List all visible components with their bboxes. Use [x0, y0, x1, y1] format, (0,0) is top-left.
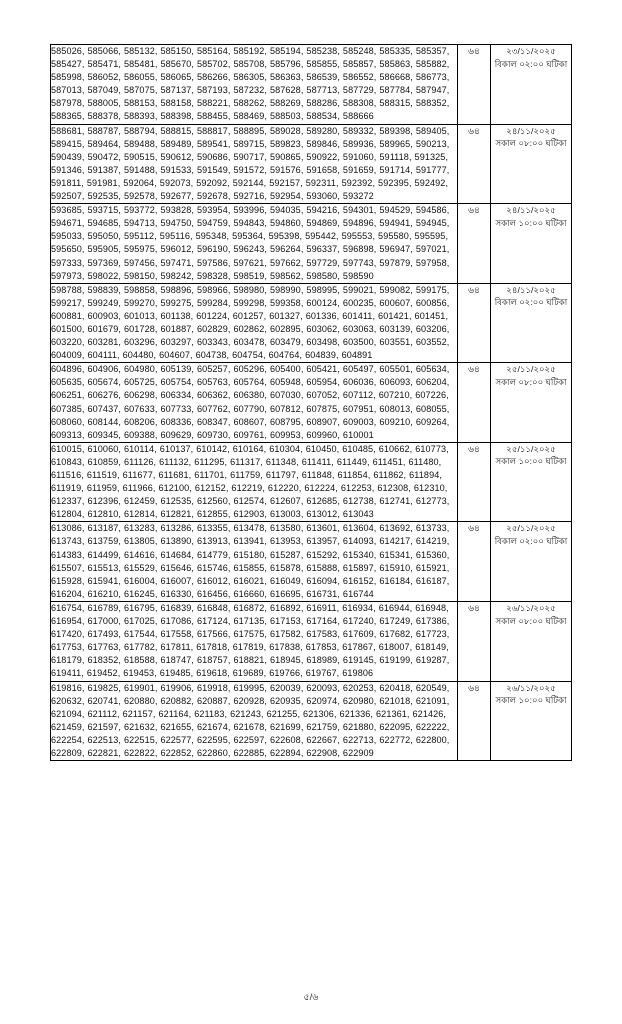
candidate-count-cell: [458, 522, 491, 602]
exam-date-text: ২৫/১১/২০২৫: [506, 443, 556, 454]
exam-date-text: ২৪/১১/২০২৫: [506, 205, 556, 216]
table-row: [51, 522, 572, 602]
exam-datetime-cell: [491, 681, 572, 761]
table-row: [51, 204, 572, 284]
roll-numbers-cell: [51, 522, 458, 602]
roll-numbers-text: 613086, 613187, 613283, 613286, 613355, 613478, 613580, 613601, 613604, 613692, 613733, 613743, 613759, 613805, 613890, 613913, 613941, 613953, 613957, 614093, 614217, 614219, 614383, 614499, 614616, 614684, 614779, 615180, 615287, 615292, 615340, 615341, 615360, 615507, 615513, 615529, 615646, 615746, 615855, 615878, 615888, 615897, 615910, 615921, 615928, 615941, 616004, 616007, 616012, 616021, 616049, 616094, 616152, 616184, 616187, 616204, 616210, 616245, 616330, 616456, 616660, 616695, 616731, 616744: [51, 523, 450, 599]
exam-date-text: ২৩/১১/২০২৫: [506, 46, 556, 56]
exam-time-text: সকাল ১০:০০ ঘটিকা: [495, 695, 567, 706]
exam-time-text: সকাল ০৮:০০ ঘটিকা: [495, 138, 567, 149]
table-row: [51, 363, 572, 443]
exam-time-text: সকাল ০৮:০০ ঘটিকা: [495, 376, 567, 387]
candidate-count-text: ৬৪: [468, 46, 480, 56]
exam-datetime-cell: [491, 124, 572, 204]
exam-datetime-cell: [491, 204, 572, 284]
candidate-count-text: ৬৪: [468, 205, 480, 216]
candidate-count-text: ৬৪: [468, 602, 480, 613]
roll-numbers-cell: [51, 45, 458, 125]
roll-numbers-text: 585026, 585066, 585132, 585150, 585164, 585192, 585194, 585238, 585248, 585335, 585357, 585427, 585471, 585481, 585670, 585702, 585708, 585796, 585855, 585857, 585863, 585882, 585998, 586052, 586055, 586065, 586266, 586305, 586363, 586539, 586552, 586668, 586773, 587013, 587049, 587075, 587137, 587193, 587232, 587628, 587713, 587729, 587784, 587947, 587978, 588005, 588153, 588158, 588221, 588262, 588269, 588286, 588308, 588315, 588352, 588365, 588378, 588393, 588398, 588455, 588469, 588503, 588534, 588666: [51, 46, 450, 122]
roll-numbers-text: 619816, 619825, 619901, 619906, 619918, 619995, 620039, 620093, 620253, 620418, 620549, 620632, 620741, 620880, 620882, 620887, 620928, 620935, 620974, 620980, 621018, 621091, 621094, 621112, 621157, 621164, 621183, 621243, 621255, 621306, 621336, 621361, 621426, 621459, 621597, 621632, 621655, 621674, 621678, 621699, 621759, 621880, 622095, 622222, 622254, 622513, 622515, 622577, 622595, 622597, 622608, 622667, 622713, 622772, 622800, 622809, 622821, 622822, 622852, 622860, 622885, 622894, 622908, 622909: [51, 682, 450, 758]
exam-datetime-cell: [491, 283, 572, 363]
roll-numbers-cell: [51, 124, 458, 204]
candidate-count-text: ৬৪: [468, 682, 480, 693]
table-row: [51, 283, 572, 363]
candidate-count-text: ৬৪: [468, 284, 480, 295]
candidate-count-cell: [458, 283, 491, 363]
page-number-footer: ৫/৬: [303, 992, 319, 1003]
roll-schedule-table: [50, 44, 572, 761]
exam-time-text: বিকাল ০২:০০ ঘটিকা: [494, 58, 568, 69]
exam-time-text: বিকাল ০২:০০ ঘটিকা: [494, 535, 568, 546]
exam-date-text: ২৬/১১/২০২৫: [506, 602, 556, 613]
candidate-count-cell: [458, 363, 491, 443]
exam-date-text: ২৫/১১/২০২৫: [506, 523, 556, 534]
table-row: [51, 45, 572, 125]
candidate-count-cell: [458, 124, 491, 204]
candidate-count-cell: [458, 204, 491, 284]
candidate-count-cell: [458, 681, 491, 761]
roll-numbers-cell: [51, 442, 458, 522]
roll-numbers-text: 604896, 604906, 604980, 605139, 605257, 605296, 605400, 605421, 605497, 605501, 605634, 605635, 605674, 605725, 605754, 605763, 605764, 605948, 605954, 606036, 606093, 606204, 606251, 606276, 606298, 606334, 606362, 606380, 607030, 607052, 607112, 607210, 607226, 607385, 607437, 607633, 607733, 607762, 607790, 607812, 607875, 607951, 608013, 608055, 608060, 608144, 608206, 608336, 608347, 608607, 608795, 608907, 609003, 609210, 609264, 609313, 609345, 609388, 609629, 609730, 609761, 609953, 609960, 610001: [51, 364, 450, 440]
exam-date-text: ২৫/১১/২০২৫: [506, 364, 556, 375]
candidate-count-cell: [458, 442, 491, 522]
table-row: [51, 442, 572, 522]
roll-numbers-cell: [51, 283, 458, 363]
exam-date-text: ২৬/১১/২০২৫: [506, 682, 556, 693]
roll-numbers-text: 616754, 616789, 616795, 616839, 616848, 616872, 616892, 616911, 616934, 616944, 616948, 616954, 617000, 617025, 617086, 617124, 617135, 617153, 617164, 617240, 617249, 617386, 617420, 617493, 617544, 617558, 617566, 617575, 617582, 617583, 617609, 617682, 617723, 617753, 617763, 617782, 617811, 617818, 617819, 617838, 617853, 617867, 618007, 618149, 618179, 618352, 618588, 618747, 618757, 618821, 618945, 618989, 619145, 619199, 619287, 619411, 619452, 619453, 619485, 619618, 619689, 619766, 619767, 619806: [51, 602, 450, 679]
roll-numbers-text: 610015, 610060, 610114, 610137, 610142, 610164, 610304, 610450, 610485, 610662, 610773, 610843, 610859, 611126, 611132, 611295, 611317, 611348, 611411, 611449, 611451, 611480, 611516, 611519, 611677, 611681, 611701, 611759, 611797, 611848, 611854, 611862, 611894, 611919, 611959, 611966, 612100, 612152, 612219, 612220, 612224, 612253, 612308, 612310, 612337, 612396, 612459, 612535, 612560, 612574, 612607, 612685, 612738, 612741, 612773, 612804, 612810, 612814, 612821, 612855, 612903, 613003, 613012, 613043: [51, 443, 450, 520]
roll-numbers-text: 593685, 593715, 593772, 593828, 593954, 593996, 594035, 594216, 594301, 594529, 594586, 594671, 594685, 594713, 594750, 594759, 594843, 594860, 594869, 594896, 594941, 594945, 595033, 595050, 595112, 595116, 595348, 595364, 595398, 595442, 595553, 595580, 595595, 595650, 595905, 595975, 596012, 596190, 596243, 596264, 596337, 596898, 596947, 597021, 597333, 597369, 597456, 597471, 597586, 597621, 597662, 597729, 597743, 597879, 597958, 597973, 598022, 598150, 598242, 598328, 598519, 598562, 598580, 598590: [51, 205, 450, 281]
exam-time-text: বিকাল ০২:০০ ঘটিকা: [494, 297, 568, 308]
candidate-count-cell: [458, 601, 491, 681]
roll-numbers-cell: [51, 681, 458, 761]
roll-numbers-text: 588681, 588787, 588794, 588815, 588817, 588895, 589028, 589280, 589332, 589398, 589405, 589415, 589464, 589488, 589489, 589541, 589715, 589823, 589846, 589936, 589965, 590213, 590439, 590472, 590515, 590612, 590686, 590717, 590865, 590922, 591060, 591118, 591325, 591346, 591387, 591488, 591533, 591549, 591572, 591576, 591658, 591659, 591714, 591777, 591811, 591981, 592064, 592073, 592092, 592144, 592157, 592311, 592392, 592395, 592492, 592507, 592535, 592578, 592677, 592678, 592716, 592954, 593060, 593272: [51, 125, 450, 202]
exam-datetime-cell: [491, 45, 572, 125]
exam-datetime-cell: [491, 601, 572, 681]
roll-numbers-text: 598788, 598839, 598858, 598896, 598966, 598980, 598990, 598995, 599021, 599082, 599175, 599217, 599249, 599270, 599275, 599284, 599298, 599358, 600124, 600235, 600607, 600856, 600881, 600903, 601013, 601138, 601224, 601257, 601327, 601336, 601411, 601421, 601451, 601500, 601679, 601728, 601887, 602829, 602862, 602895, 603062, 603063, 603139, 603206, 603220, 603281, 603296, 603297, 603343, 603478, 603479, 603498, 603500, 603551, 603552, 604009, 604111, 604480, 604607, 604738, 604754, 604764, 604839, 604891: [51, 284, 450, 361]
candidate-count-text: ৬৪: [468, 364, 480, 375]
candidate-count-cell: [458, 45, 491, 125]
exam-datetime-cell: [491, 442, 572, 522]
table-row: [51, 681, 572, 761]
table-row: [51, 124, 572, 204]
exam-datetime-cell: [491, 363, 572, 443]
exam-time-text: সকাল ০৮:০০ ঘটিকা: [495, 615, 567, 626]
roll-schedule-table-body: [51, 45, 572, 761]
exam-date-text: ২৪/১১/২০২৫: [506, 284, 556, 295]
roll-numbers-cell: [51, 204, 458, 284]
candidate-count-text: ৬৪: [468, 523, 480, 534]
candidate-count-text: ৬৪: [468, 125, 480, 136]
candidate-count-text: ৬৪: [468, 443, 480, 454]
roll-numbers-cell: [51, 363, 458, 443]
exam-time-text: সকাল ১০:০০ ঘটিকা: [495, 456, 567, 467]
roll-numbers-cell: [51, 601, 458, 681]
exam-time-text: সকাল ১০:০০ ঘটিকা: [495, 217, 567, 228]
table-row: [51, 601, 572, 681]
exam-date-text: ২৪/১১/২০২৫: [506, 125, 556, 136]
exam-datetime-cell: [491, 522, 572, 602]
